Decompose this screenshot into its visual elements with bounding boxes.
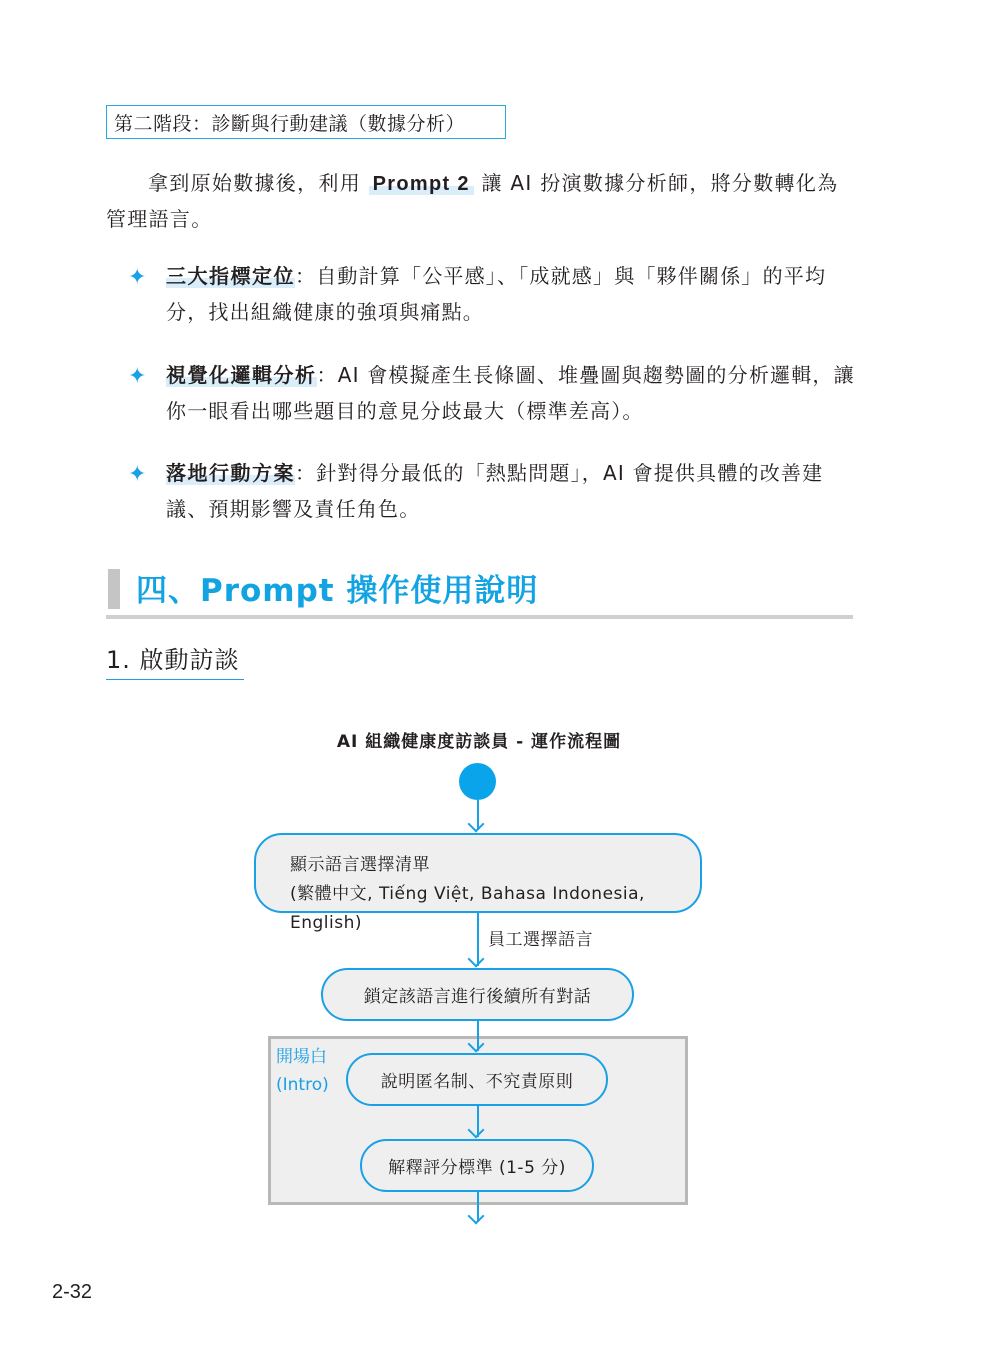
node-text: 說明匿名制、不究責原則	[380, 1072, 574, 1092]
bullet-text: ：AI 會模擬產生長條圖、堆疊圖與趨勢圖的分析邏輯，讓你一眼看出哪些題目的意見分歧最大（標準差高）。	[166, 363, 855, 423]
page-number: 2-32	[52, 1281, 93, 1303]
arrow-down-icon	[468, 1208, 485, 1225]
flow-node-anonymity	[346, 1053, 608, 1106]
bullet-text: ：自動計算「公平感」、「成就感」與「夥伴關係」的平均分，找出組織健康的強項與痛點。	[166, 264, 827, 324]
bullet-text: ：針對得分最低的「熱點問題」，AI 會提供具體的改善建議、預期影響及責任角色。	[166, 461, 824, 521]
subsection-heading: 1. 啟動訪談	[106, 643, 244, 680]
flow-node-scoring	[360, 1139, 594, 1192]
bullet-item	[128, 357, 858, 429]
arrow-down-icon	[468, 816, 485, 833]
flow-edge-label: 員工選擇語言	[488, 930, 593, 950]
group-label-line: (Intro)	[276, 1075, 329, 1095]
node-text: 解釋評分標準 (1-5 分)	[388, 1158, 566, 1178]
sparkle-icon: ✦	[128, 462, 148, 487]
bullet-item	[128, 455, 858, 527]
arrow-down-icon	[468, 951, 485, 968]
flow-node-lock-language	[321, 968, 634, 1021]
bullet-term: 落地行動方案	[166, 461, 295, 485]
sparkle-icon: ✦	[128, 364, 148, 389]
flow-group-label	[276, 1043, 329, 1099]
stage-heading-box	[106, 105, 506, 139]
flowchart-title: AI 組織健康度訪談員 - 運作流程圖	[336, 732, 622, 752]
bullet-term: 三大指標定位	[166, 264, 295, 288]
node-text: 鎖定該語言進行後續所有對話	[363, 987, 592, 1007]
section-heading	[106, 565, 853, 619]
intro-highlight: Prompt 2	[369, 173, 474, 195]
section-heading-text: 四、Prompt 操作使用說明	[136, 573, 539, 609]
bullet-item	[128, 258, 858, 330]
flow-start-node	[459, 763, 496, 800]
flow-node-language-list	[254, 833, 702, 933]
node-text: 顯示語言選擇清單	[290, 855, 430, 875]
group-label-line: 開場白	[276, 1047, 327, 1067]
bullet-term: 視覺化邏輯分析	[166, 363, 317, 387]
node-text: (繁體中文, Tiếng Việt, Bahasa Indonesia, English)	[290, 884, 645, 933]
intro-text-after: 讓 AI 扮演數據分析師，將分數轉化為管理語言。	[106, 171, 839, 231]
sparkle-icon: ✦	[128, 265, 148, 290]
stage-heading: 第二階段：診斷與行動建議（數據分析）	[114, 112, 466, 135]
intro-text-before: 拿到原始數據後，利用	[148, 171, 361, 195]
heading-bar	[108, 569, 120, 609]
intro-paragraph	[106, 166, 856, 237]
